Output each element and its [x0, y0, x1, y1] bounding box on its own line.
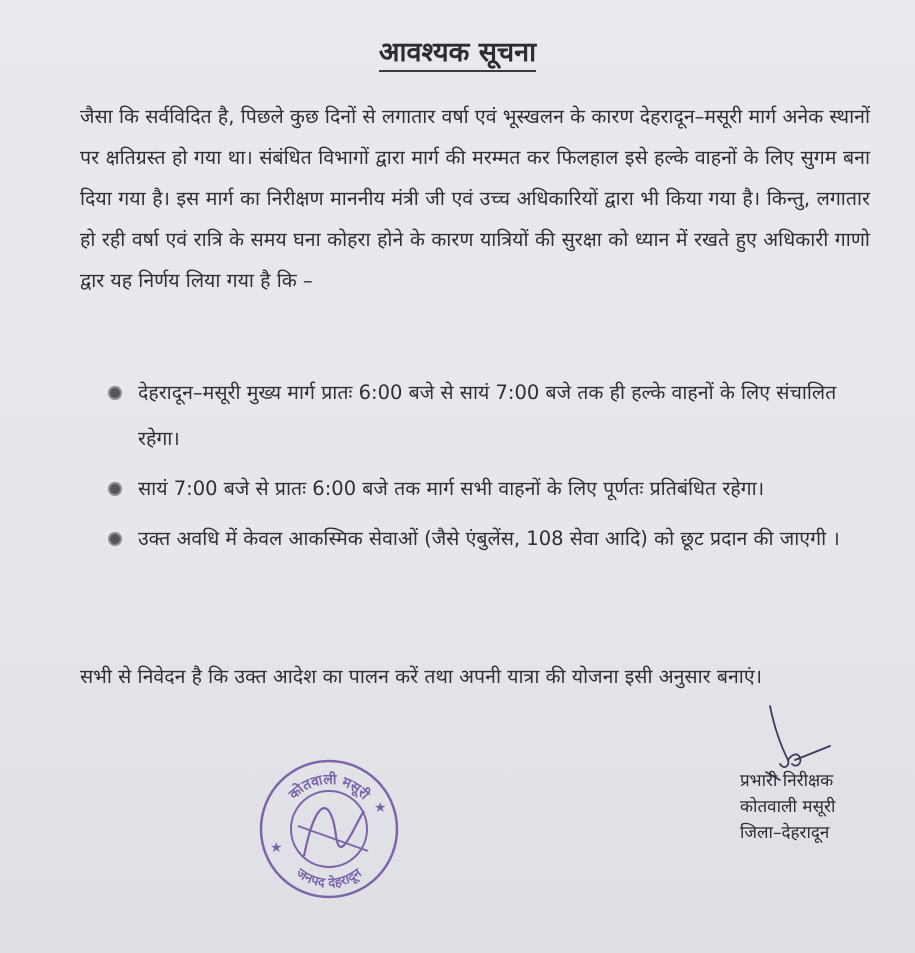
seal-star-icon: ★ [270, 840, 283, 856]
seal-top-text: कोतवाली मसूरी [286, 771, 373, 803]
police-seal-stamp [256, 756, 402, 902]
signatory-district: जिला–देहरादून [740, 823, 830, 843]
bullet-item [110, 516, 870, 562]
signatory-block [740, 768, 900, 846]
seal-bottom-text: जनपद देहरादून [293, 865, 365, 892]
notice-title: आवश्यक सूचना [0, 32, 915, 69]
bullet-dot-icon [110, 388, 120, 398]
bullet-item [110, 370, 870, 462]
closing-paragraph: सभी से निवेदन है कि उक्त आदेश का पालन करें तथा अपनी यात्रा की योजना इसी अनुसार बनाएं। [80, 665, 763, 688]
bullet-dot-icon [110, 484, 120, 494]
bullet-text: सायं 7:00 बजे से प्रातः 6:00 बजे तक मार्ग सभी वाहनों के लिए पूर्णतः प्रतिबंधित रहेगा। [138, 477, 765, 500]
bullet-list [110, 370, 870, 566]
intro-paragraph: जैसा कि सर्वविदित है, पिछले कुछ दिनों से लगातार वर्षा एवं भूस्खलन के कारण देहरादून–मसूरी मार्ग अनेक स्थानों पर क्षतिग्रस्त हो गया था। संबंधित विभागों द्वारा मार्ग की मरम्मत कर फिलहाल इसे हल्के वाहनों के लिए सुगम बना दिया गया है। इस मार्ग का निरीक्षण माननीय मंत्री जी एवं उच्च अधिकारियों द्वारा भी किया गया है। किन्तु, लगातार हो रही वर्षा एवं रात्रि के समय घना कोहरा होने के कारण यात्रियों की सुरक्षा को ध्यान में रखते हुए अधिकारी गाणो द्वार यह निर्णय लिया गया है कि – [80, 105, 870, 292]
signatory-designation: प्रभारी निरीक्षक [740, 771, 834, 791]
bullet-text: देहरादून–मसूरी मुख्य मार्ग प्रातः 6:00 बजे से सायं 7:00 बजे तक ही हल्के वाहनों के लिए संचालित रहेगा। [138, 381, 837, 450]
bullet-dot-icon [110, 534, 120, 544]
bullet-item [110, 466, 870, 512]
bullet-text: उक्त अवधि में केवल आकस्मिक सेवाओं (जैसे एंबुलेंस, 108 सेवा आदि) को छूट प्रदान की जाएगी । [138, 527, 840, 550]
signatory-office: कोतवाली मसूरी [740, 797, 836, 817]
seal-star-icon: ★ [374, 800, 387, 816]
